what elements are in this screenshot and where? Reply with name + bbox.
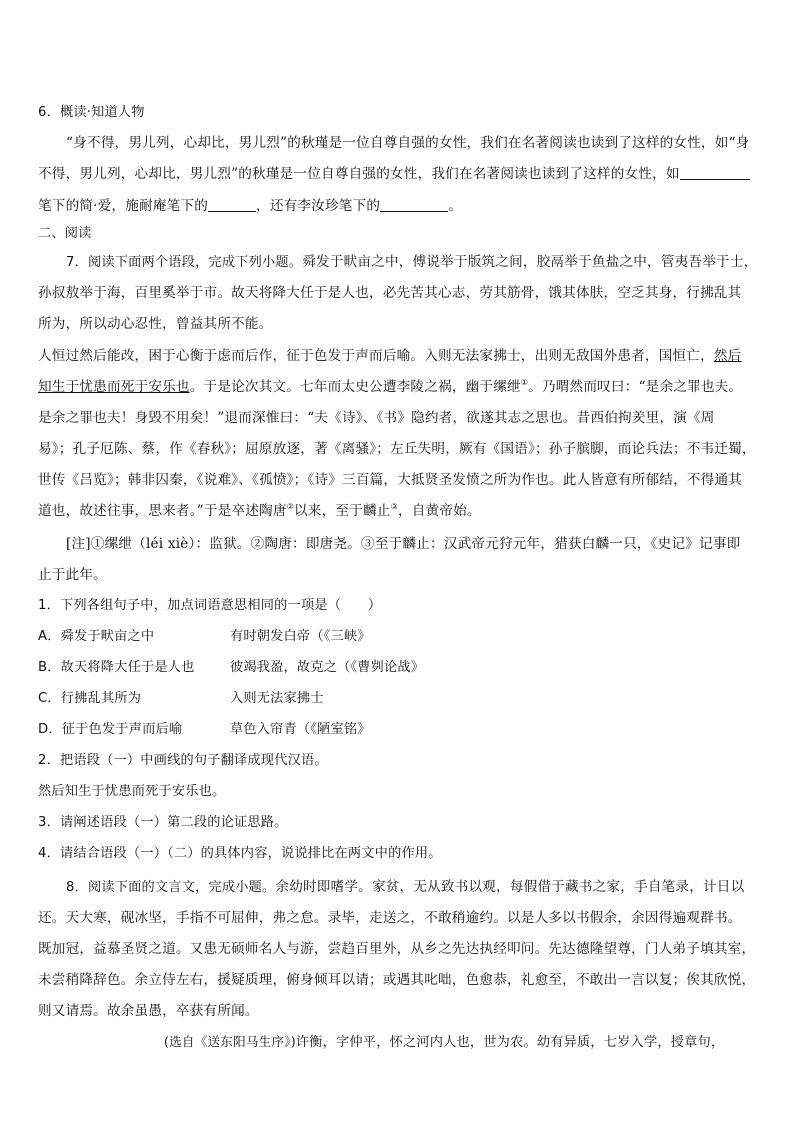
q7-para1-line-3: 所为，所以动心忍性，曾益其所不能。 [38, 316, 273, 332]
q7-sub4-stem: 4．请结合语段（一）（二）的具体内容，说说排比在两文中的作用。 [38, 846, 442, 861]
q7-sub3-stem: 3．请阐述语段（一）第二段的论证思路。 [38, 815, 288, 830]
q6-title: 6．概读·知道人物 [38, 105, 145, 120]
q7-para2-line-5: 世传《吕览》；韩非囚秦，《说难》、《孤愤》；《诗》三百篇，大抵贤圣发愤之所为作也。此人皆意有所郁结，不得通其 [38, 472, 743, 488]
q7-sub1-stem: 1．下列各组句子中，加点词语意思相同的一项是（ ） [38, 598, 382, 613]
q7-para2-line-3: 是余之罪也夫！身毁不用矣！”退而深惟曰：“夫《诗》、《书》隐约者，欲遂其志之思也。昔西伯拘羑里，演《周 [38, 410, 715, 426]
q8-line-6: (选自《送东阳马生序》)许衡，字仲平，怀之河内人也，世为农。幼有异质，七岁入学，授章句， [164, 1034, 725, 1050]
q7-option-a[interactable]: A．舜发于畎亩之中 有时朝发白帝（《三峡》 [38, 629, 371, 644]
footnote-mark: ③ [390, 502, 398, 511]
q6-line-3: 笔下的简·爱，施耐庵笔下的 ，还有李汝珍笔下的 。 [38, 198, 462, 214]
answer-blank-3[interactable] [380, 197, 448, 212]
answer-blank-1[interactable] [680, 165, 750, 180]
q7-note-line-2: 止于此年。 [38, 567, 107, 583]
q7-para2-line-1: 人恒过然后能改，困于心衡于虑而后作，征于色发于声而后喻。入则无法家拂士，出则无敌国外患者，国恒亡，然后 [38, 348, 742, 364]
q7-para2-line-6: 道也，故述往事，思来者。”于是卒述陶唐②以来，至于麟止③，自黄帝始。 [38, 502, 481, 519]
q7-intro: 7．阅读下面两个语段，完成下列小题。舜发于畎亩之中，傅说举于版筑之间，胶鬲举于鱼盐之中，管夷吾举于士， [66, 254, 758, 270]
q8-line-2: 还。天大寒，砚冰坚，手指不可屈伸，弗之怠。录毕，走送之，不敢稍逾约。以是人多以书假余，余因得遍观群书。 [38, 910, 742, 926]
section-title: 二、阅读 [38, 226, 92, 241]
footnote-mark: ② [286, 502, 295, 511]
source-citation: (选自《送东阳马生序》) [164, 1034, 296, 1049]
footnote-mark: ① [520, 378, 529, 387]
answer-blank-2[interactable] [208, 197, 256, 212]
q7-sub2-stem: 2．把语段（一）中画线的句子翻译成现代汉语。 [38, 753, 328, 768]
q7-sub2-sentence: 然后知生于忧患而死于安乐也。 [38, 784, 226, 799]
q8-line-5: 则又请焉。故余虽愚，卒获有所闻。 [38, 1003, 259, 1019]
q8-intro: 8．阅读下面的文言文，完成小题。余幼时即嗜学。家贫，无从致书以观，每假借于藏书之家，手自笔录，计日以 [66, 879, 745, 895]
q8-line-3: 既加冠，益慕圣贤之道。又患无硕师名人与游，尝趋百里外，从乡之先达执经叩问。先达德隆望尊，门人弟子填其室， [38, 941, 756, 957]
q6-line-1: “身不得，男儿列，心却比，男儿烈”的秋瑾是一位自尊自强的女性，我们在名著阅读也读到了这样的女性，如“身 [66, 135, 750, 151]
q7-para2-line-4: 易》；孔子厄陈、蔡，作《春秋》；屈原放逐，著《离骚》；左丘失明，厥有《国语》；孙子膑脚，而论兵法；不韦迁蜀， [38, 441, 756, 457]
underlined-sentence: 知生于忧患而死于安乐也 [38, 379, 190, 395]
q7-option-c[interactable]: C．行拂乱其所为 入则无法家拂士 [38, 691, 324, 706]
q6-line-2: 不得，男儿列，心却比，男儿烈”的秋瑾是一位自尊自强的女性，我们在名著阅读也读到了这样的女性，如 [38, 165, 758, 183]
q8-line-4: 未尝稍降辞色。余立侍左右，援疑质理，俯身倾耳以请；或遇其叱咄，色愈恭，礼愈至，不敢出一言以复；俟其欣悦， [38, 972, 756, 988]
underlined-sentence: 然后 [713, 348, 742, 364]
q7-option-b[interactable]: B．故天将降大任于是人也 彼竭我盈，故克之（《曹刿论战》 [38, 660, 425, 675]
q7-para2-line-2: 知生于忧患而死于安乐也。于是论次其文。七年而太史公遭李陵之祸，幽于缧绁①。乃喟然而叹曰：“是余之罪也夫。 [38, 378, 743, 395]
q7-option-d[interactable]: D．征于色发于声而后喻 草色入帘青（《陋室铭》 [38, 722, 371, 737]
q7-note-line-1: [注]①缧绁（léi xiè）：监狱。②陶唐：即唐尧。③至于麟止：汉武帝元狩元年，猎获白麟一只，《史记》记事即 [66, 536, 741, 552]
q7-para1-line-2: 孙叔敖举于海，百里奚举于市。故天将降大任于是人也，必先苦其心志，劳其筋骨，饿其体肤，空乏其身，行拂乱其 [38, 285, 742, 301]
